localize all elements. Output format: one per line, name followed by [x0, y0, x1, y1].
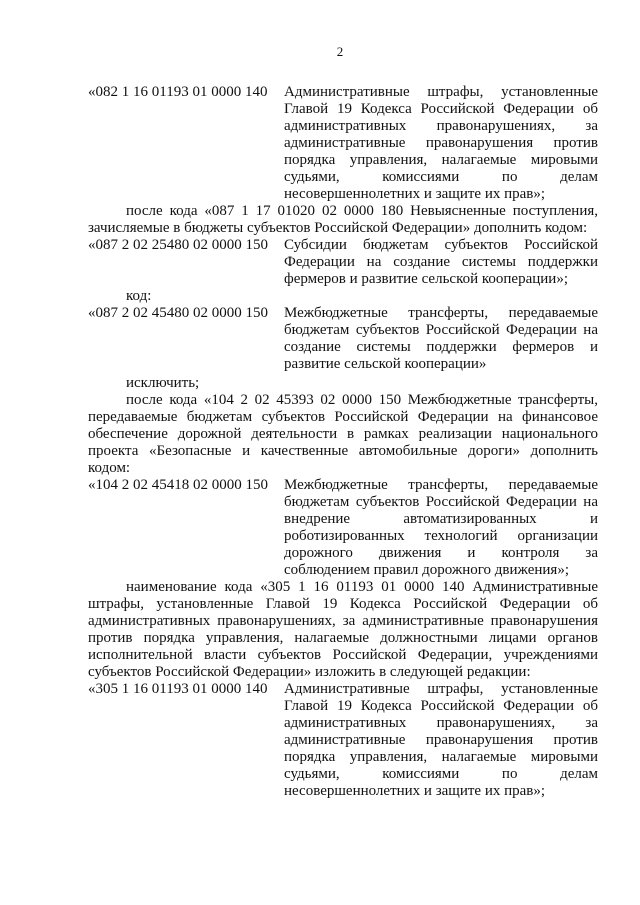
budget-code-entry	[88, 477, 598, 579]
budget-code-entry	[88, 84, 598, 203]
budget-code: «087 2 02 25480 02 0000 150	[88, 237, 268, 253]
budget-code: «104 2 02 45418 02 0000 150	[88, 477, 268, 493]
budget-code-entry	[88, 237, 598, 288]
amendment-paragraph: код:	[126, 288, 152, 304]
amendment-paragraph: наименование кода «305 1 16 01193 01 0000 140 Административные штрафы, установленные Главой 19 Кодекса Российской Федерации об административных правонарушениях, за административные правонарушения против порядка управления, налагаемые должностными лицами органов исполнительной власти субъектов Российской Федерации, учреждениями субъектов Российской Федерации» изложить в следующей редакции:	[88, 579, 598, 680]
budget-code-entry	[88, 681, 598, 800]
budget-code-description: Административные штрафы, установленные Главой 19 Кодекса Российской Федерации об административных правонарушениях, за административные правонарушения против порядка управления, налагаемые мировыми судьями, комиссиями по делам несовершеннолетних и защите их прав»;	[284, 84, 598, 202]
budget-code-description: Межбюджетные трансферты, передаваемые бюджетам субъектов Российской Федерации на внедрение автоматизированных и роботизированных технологий организации дорожного движения и контроля за соблюдением правил дорожного движения»;	[284, 477, 598, 578]
budget-code-description: Субсидии бюджетам субъектов Российской Федерации на создание системы поддержки фермеров и развитие сельской кооперации»;	[284, 237, 598, 287]
budget-code: «082 1 16 01193 01 0000 140	[88, 84, 268, 100]
document-body	[88, 84, 598, 800]
budget-code-entry	[88, 305, 598, 373]
amendment-paragraph: после кода «104 2 02 45393 02 0000 150 Межбюджетные трансферты, передаваемые бюджетам субъектов Российской Федерации на финансовое обеспечение дорожной деятельности в рамках реализации национального проекта «Безопасные и качественные автомобильные дороги» дополнить кодом:	[88, 392, 598, 476]
budget-code: «087 2 02 45480 02 0000 150	[88, 305, 268, 321]
budget-code: «305 1 16 01193 01 0000 140	[88, 681, 268, 697]
amendment-paragraph: исключить;	[126, 375, 200, 391]
budget-code-description: Административные штрафы, установленные Главой 19 Кодекса Российской Федерации об административных правонарушениях, за административные правонарушения против порядка управления, налагаемые мировыми судьями, комиссиями по делам несовершеннолетних и защите их прав»;	[284, 681, 598, 799]
page-number: 2	[336, 44, 344, 59]
budget-code-description: Межбюджетные трансферты, передаваемые бюджетам субъектов Российской Федерации на создание системы поддержки фермеров и развитие сельской кооперации»	[284, 305, 598, 372]
amendment-paragraph: после кода «087 1 17 01020 02 0000 180 Невыясненные поступления, зачисляемые в бюджеты субъектов Российской Федерации» дополнить кодом:	[88, 203, 598, 236]
